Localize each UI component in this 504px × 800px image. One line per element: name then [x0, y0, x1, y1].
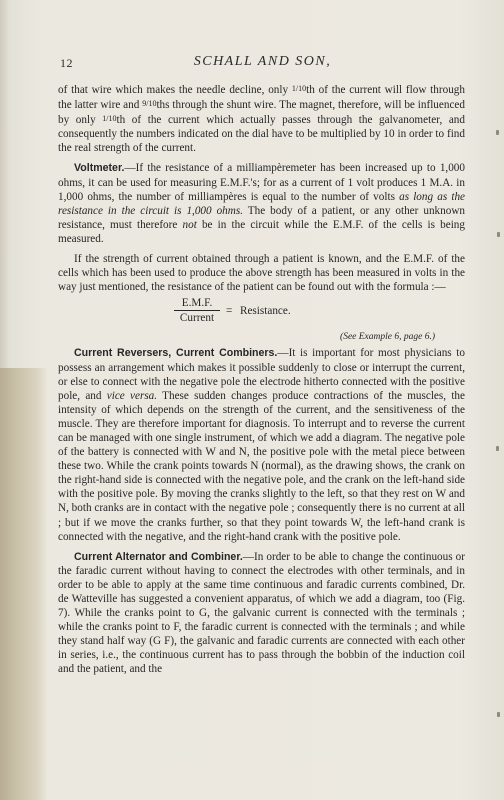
page-speck — [496, 446, 499, 451]
formula-denominator: Current — [179, 312, 215, 325]
section-heading-current-reversers: Current Reversers, Current Combiners. — [74, 347, 278, 360]
paragraph-resistance: If the strength of current obtained through a patient is known, and the E.M.F. of the cells which has been used to produce the above strength has been measured in volts in the way just mentioned, the resistance of the patient can be found out with the formula :— — [58, 253, 465, 294]
page-binding-shadow — [0, 368, 48, 800]
running-title: SCHALL AND SON, — [193, 54, 332, 69]
formula-equals: = — [226, 305, 233, 318]
fraction-one-tenth: 1/10 — [291, 84, 307, 93]
resistance-formula — [58, 296, 465, 328]
page-number: 12 — [60, 56, 73, 70]
example-reference: (See Example 6, page 6.) — [340, 332, 435, 343]
paragraph-galvanometer-shunt: of that wire which makes the needle decline, only 1/10th of the current will flow through the latter wire and 9/10ths through the shunt wire. The magnet, therefore, will be influenced by only 1/10th of the current which actually passes through the galvanometer, and consequently the numbers indicated on the dial have to be multiplied by 10 in order to find the real strength of the current. — [58, 84, 465, 155]
paragraph-current-alternator: Current Alternator and Combiner.—In order to be able to change the continuous or the faradic current without having to connect the electrodes with other terminals, and in order to be able to apply at the same time continuous and faradic currents combined, Dr. de Watteville has suggested a convenient apparatus, of which we add a diagram, too (Fig. 7). While the cranks point to G, the galvanic current is connected with the terminals ; while the cranks point to F, the faradic current is connected with the terminals ; and while they stand half way (G F), the galvanic and faradic currents are connected with each other in series, i.e., the continuous current has to pass through the bobbin of the induction coil and the patient, and the — [58, 550, 465, 676]
section-heading-current-alternator: Current Alternator and Combiner. — [74, 550, 243, 563]
paragraph-voltmeter: Voltmeter.—If the resistance of a milliampèremeter has been increased up to 1,000 ohms, it can be used for measuring E.M.F.'s; for as a current of 1 volt produces 1 M.A. in 1,000 ohms, the number of milliampères is equal to the number of volts as long as the resistance in the circuit is 1,000 ohms. The body of a patient, or any other unknown resistance, must therefore not be in the circuit while the E.M.F. of the cells is being measured. — [58, 162, 466, 245]
formula-result: Resistance. — [240, 305, 291, 318]
paragraph-current-reversers: Current Reversers, Current Combiners.—It is important for most physicians to possess an arrangement which makes it possible suddenly to close or interrupt the current, or else to connect with the negative pole the electrode hitherto connected with the positive pole, and vice versa. These sudden changes produce contractions of the muscles, the intensity of which depends on the strength of the current, and the sensitiveness of the muscle. They are therefore important for diagnosis. To interrupt and to reverse the current can be managed with one single instrument, of which we add a diagram. The negative pole of the battery is connected with W and N, the positive pole with the metal piece between these two. While the crank points towards N (normal), as the drawing shows, the crank on the right-hand side is connected with the negative pole, and the crank on the left-hand side with the positive pole. By moving the cranks slightly to the left, so that they rest on W and N, both cranks are in contact with the negative pole ; consequently there is no current at all ; but if we move the cranks further, so that they point towards W, the left-hand crank is connected with the negative, and the right-hand crank with the positive pole. — [58, 347, 465, 543]
page-speck — [496, 130, 499, 135]
fraction-nine-tenths: 9/10 — [142, 99, 157, 109]
fraction-one-tenth: 1/10 — [102, 114, 117, 124]
section-heading-voltmeter: Voltmeter. — [74, 162, 125, 175]
formula-numerator: E.M.F. — [181, 297, 213, 310]
page-speck — [497, 712, 500, 717]
page-speck — [497, 232, 500, 237]
body-text — [58, 82, 465, 677]
page-header — [60, 54, 465, 74]
